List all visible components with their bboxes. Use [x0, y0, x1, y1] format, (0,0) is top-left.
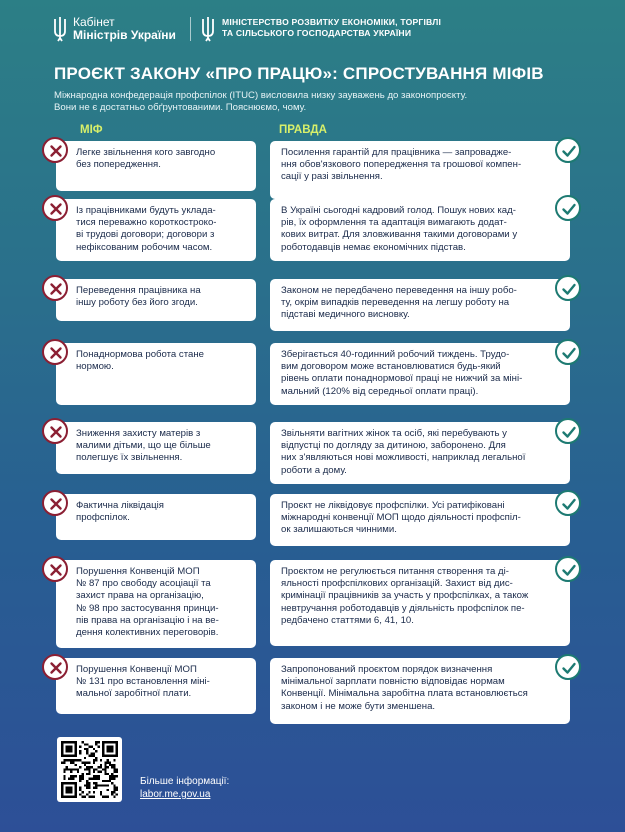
x-circle-icon [42, 654, 68, 680]
myth-card [56, 494, 256, 540]
myth-text-line: іншу роботу без його згоди. [76, 297, 198, 309]
cabinet-line2: Міністрів України [73, 28, 176, 42]
x-circle-icon [42, 137, 68, 163]
myth-card [56, 422, 256, 474]
truth-text-line: ту, окрім випадків переведення на легшу роботу на [281, 297, 510, 309]
myth-card [56, 199, 256, 261]
truth-card [270, 199, 570, 261]
truth-text-line: мінімальної зарплати повністю відповідає нормам [281, 676, 505, 688]
intro-line: Вони не є достатньо обґрунтованими. Пояснюємо, чому. [54, 102, 307, 113]
trident-icon [52, 16, 68, 42]
ministry-line2: ТА СІЛЬСЬКОГО ГОСПОДАРСТВА УКРАЇНИ [222, 28, 412, 38]
myth-text-line: № 87 про свободу асоціації та [76, 578, 211, 590]
myth-text-line: ві трудові договори; договори з [76, 229, 215, 241]
x-circle-icon [42, 339, 68, 365]
myth-text-line: пів права на організацію і на ве- [76, 614, 219, 626]
myth-text-line: мальної заробітної плати. [76, 688, 192, 700]
myth-text-line: захист права на організацію, [76, 590, 204, 602]
myth-card [56, 658, 256, 714]
check-circle-icon [555, 195, 581, 221]
cabinet-line1: Кабінет [73, 15, 115, 29]
truth-text-line: законом і не може бути зменшена. [281, 700, 436, 712]
page-title: ПРОЄКТ ЗАКОНУ «ПРО ПРАЦЮ»: СПРОСТУВАННЯ МІФІВ [54, 64, 544, 83]
more-info [140, 775, 229, 801]
myth-text-line: Фактична ліквідація [76, 500, 164, 511]
ministry-line1: МІНІСТЕРСТВО РОЗВИТКУ ЕКОНОМІКИ, ТОРГІВЛІ [222, 17, 442, 27]
truth-text-line: невтручання роботодавців у діяльність профспілок пе- [281, 602, 525, 614]
truth-text-line: яльності профспілкових організацій. Захист від дис- [281, 578, 513, 590]
truth-card [270, 494, 570, 546]
truth-text-line: Посилення гарантій для працівника — запровадже- [281, 147, 512, 158]
truth-text-line: сації у разі звільнення. [281, 171, 383, 183]
myth-text-line: тися переважно короткостроко- [76, 217, 217, 229]
myth-text-line: Зниження захисту матерів з [76, 428, 201, 439]
truth-text-line: роботи а дому. [281, 464, 347, 476]
intro-text [54, 90, 534, 114]
check-circle-icon [555, 418, 581, 444]
myth-text-line: Переведення працівника на [76, 285, 201, 296]
header-divider [190, 17, 191, 41]
myth-text-line: нормою. [76, 361, 114, 373]
check-circle-icon [555, 490, 581, 516]
x-circle-icon [42, 490, 68, 516]
truth-text-line: ок залишаються чинними. [281, 524, 397, 536]
truth-text-line: Конвенції. Мінімальна заробітна плата встановлюється [281, 688, 528, 700]
truth-text-line: Звільняти вагітних жінок та осіб, які перебувають у [281, 428, 507, 439]
x-circle-icon [42, 556, 68, 582]
myth-text-line: полегшує їх звільнення. [76, 452, 183, 464]
truth-text-line: Проєкт не ліквідовує профспілки. Усі ратифіковані [281, 500, 505, 511]
truth-text-line: роботодавців немає економічних підстав. [281, 241, 466, 253]
truth-text-line: рівень оплати понаднормової праці не нижчий за міні- [281, 373, 523, 385]
truth-card [270, 343, 570, 405]
truth-text-line: Проєктом не регулюється питання створення та ді- [281, 566, 509, 577]
check-circle-icon [555, 275, 581, 301]
myth-text-line: № 131 про встановлення міні- [76, 676, 210, 688]
column-header-truth: ПРАВДА [279, 124, 327, 136]
myth-card [56, 560, 256, 648]
myth-text-line: Порушення Конвенцій МОП [76, 566, 200, 577]
truth-card [270, 422, 570, 484]
myth-card [56, 343, 256, 405]
truth-text-line: відпустці по догляду за дитиною, заборонено. Для [281, 440, 506, 452]
myth-text-line: Із працівниками будуть уклада- [76, 205, 216, 216]
check-circle-icon [555, 654, 581, 680]
x-circle-icon [42, 195, 68, 221]
more-info-link[interactable]: labor.me.gov.ua [140, 789, 211, 800]
truth-text-line: вим договором може встановлюватися будь-який [281, 361, 501, 373]
truth-text-line: рів, їх оформлення та адаптація вимагають додат- [281, 217, 507, 229]
myth-card [56, 141, 256, 191]
truth-text-line: мальний (120% від середньої оплати праці). [281, 385, 479, 397]
myth-text-line: дення колективних переговорів. [76, 627, 219, 639]
cabinet-logo-text [73, 16, 176, 42]
qr-code-icon[interactable] [57, 737, 122, 802]
myth-text-line: без попередження. [76, 159, 161, 171]
column-header-myth: МІФ [80, 124, 103, 136]
intro-line: Міжнародна конфедерація профспілок (ITUC) висловила низку зауважень до законопроєкту. [54, 90, 468, 101]
truth-card [270, 141, 570, 199]
truth-text-line: В Україні сьогодні кадровий голод. Пошук нових кад- [281, 205, 516, 216]
header [0, 14, 625, 46]
truth-text-line: підставі медичного висновку. [281, 309, 410, 321]
x-circle-icon [42, 418, 68, 444]
truth-text-line: кових витрат. Для зловживання такими договорами у [281, 229, 518, 241]
check-circle-icon [555, 137, 581, 163]
truth-text-line: кримінації працівників за участь у профспілках, а також [281, 590, 529, 602]
truth-text-line: редбачено статтями 6, 41, 10. [281, 614, 414, 626]
truth-card [270, 560, 570, 646]
myth-text-line: нефіксованим робочим часом. [76, 241, 213, 253]
truth-text-line: Зберігається 40-годинний робочий тиждень. Трудо- [281, 349, 510, 360]
myth-text-line: Порушення Конвенції МОП [76, 664, 197, 675]
truth-text-line: Законом не передбачено переведення на іншу робо- [281, 285, 517, 296]
myth-text-line: профспілок. [76, 512, 130, 524]
truth-text-line: них з'являються нові можливості, наприклад легальної [281, 452, 526, 464]
check-circle-icon [555, 556, 581, 582]
check-circle-icon [555, 339, 581, 365]
truth-text-line: міжнародні конвенції МОП щодо діяльності профспіл- [281, 512, 521, 524]
truth-card [270, 279, 570, 331]
myth-card [56, 279, 256, 321]
myth-text-line: Понаднормова робота стане [76, 349, 204, 360]
trident-icon [200, 16, 216, 42]
myth-text-line: Легке звільнення кого завгодно [76, 147, 216, 158]
truth-text-line: ння обов'язкового попередження та грошової компен- [281, 159, 522, 171]
myth-text-line: № 98 про застосування принци- [76, 602, 219, 614]
ministry-name [222, 17, 441, 39]
x-circle-icon [42, 275, 68, 301]
myth-text-line: малими дітьми, що ще більше [76, 440, 211, 452]
truth-card [270, 658, 570, 724]
more-info-label: Більше інформації: [140, 776, 230, 787]
truth-text-line: Запропонований проєктом порядок визначення [281, 664, 493, 675]
